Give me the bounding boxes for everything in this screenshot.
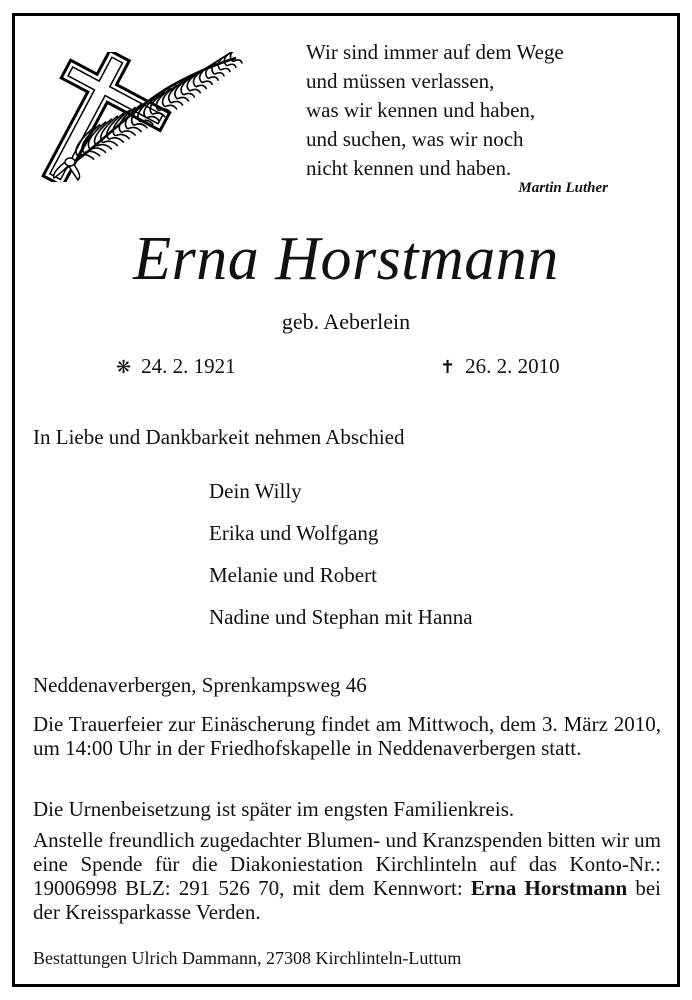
deceased-name: Erna Horstmann (133, 225, 559, 293)
mourner: Melanie und Robert (209, 563, 377, 587)
poem-line: nicht kennen und haben. (306, 156, 512, 180)
donation-text (33, 828, 661, 924)
birth-date: 24. 2. 1921 (141, 354, 236, 378)
undertaker: Bestattungen Ulrich Dammann, 27308 Kirchlinteln-Luttum (33, 948, 462, 968)
mourner: Erika und Wolfgang (209, 521, 379, 545)
donation-text-after: bei der Kreissparkasse Verden. (33, 876, 661, 924)
poem-line: und müssen verlassen, (306, 69, 495, 93)
mourner: Dein Willy (209, 479, 302, 503)
address: Neddenaverbergen, Sprenkampsweg 46 (33, 673, 367, 697)
cross-with-palm-frond-icon (38, 52, 244, 182)
poem-line: Wir sind immer auf dem Wege (306, 40, 564, 64)
maiden-name: geb. Aeberlein (281, 309, 411, 334)
burial-text: Die Urnenbeisetzung ist später im engsten Familienkreis. (33, 797, 515, 821)
birth-date-line (116, 354, 236, 379)
poem-author: Martin Luther (518, 180, 608, 196)
poem-line: und suchen, was wir noch (306, 127, 524, 151)
birth-star-icon: ❋ (116, 357, 132, 377)
poem (306, 38, 564, 183)
death-date: 26. 2. 2010 (465, 354, 560, 378)
poem-line: was wir kennen und haben, (306, 98, 536, 122)
mourners-list (209, 479, 473, 647)
donation-text-before: Anstelle freundlich zugedachter Blumen- und Kranzspenden bitten wir um eine Spende für die Diakoniestation Kirchlinteln auf das Konto-Nr.: 19006998 BLZ: 291 526 70, mit dem Kennwort: (33, 828, 661, 900)
mourner: Nadine und Stephan mit Hanna (209, 605, 473, 629)
death-date-line (440, 354, 560, 379)
donation-keyword: Erna Horstmann (470, 876, 628, 900)
ceremony-text: Die Trauerfeier zur Einäscherung findet am Mittwoch, dem 3. März 2010, um 14:00 Uhr in der Friedhofskapelle in Neddenaverbergen statt. (33, 712, 661, 760)
farewell-text: In Liebe und Dankbarkeit nehmen Abschied (33, 425, 405, 449)
death-cross-icon: ✝ (440, 357, 456, 377)
